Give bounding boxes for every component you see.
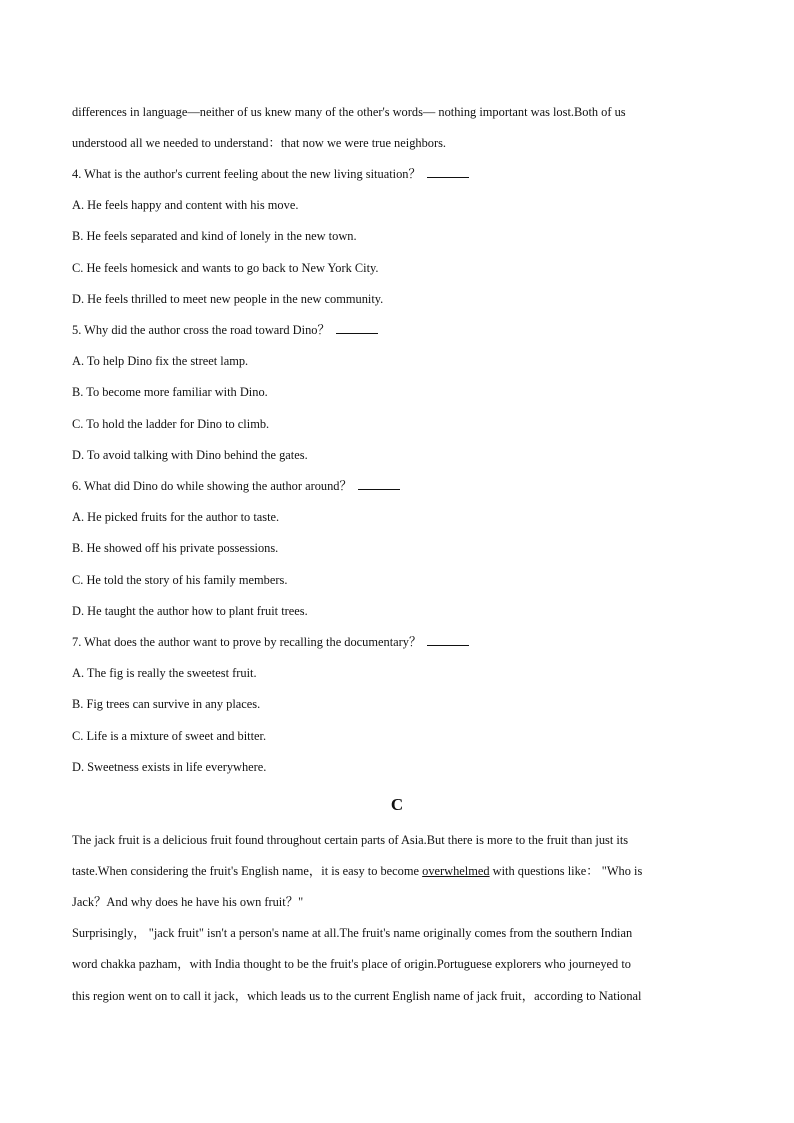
- question-6-option-a: A. He picked fruits for the author to taste.: [72, 510, 280, 524]
- question-text: 4. What is the author's current feeling about the new living situation？: [72, 167, 421, 181]
- question-7-option-d: D. Sweetness exists in life everywhere.: [72, 760, 267, 774]
- answer-blank[interactable]: [427, 634, 469, 646]
- underlined-word: overwhelmed: [422, 864, 490, 878]
- question-5-option-d: D. To avoid talking with Dino behind the gates.: [72, 448, 308, 462]
- question-text: 6. What did Dino do while showing the author around？: [72, 479, 352, 493]
- question-6-stem: [72, 478, 722, 494]
- passage-line: Surprisingly， "jack fruit" isn't a person's name at all.The fruit's name originally comes from the southern Indian: [72, 926, 633, 940]
- question-6-option-c: C. He told the story of his family members.: [72, 573, 288, 587]
- answer-blank[interactable]: [358, 478, 400, 490]
- passage-text: with questions like： "Who is: [489, 864, 643, 878]
- question-4-option-b: B. He feels separated and kind of lonely in the new town.: [72, 229, 357, 243]
- question-text: 5. Why did the author cross the road toward Dino？: [72, 323, 330, 337]
- question-7-stem: [72, 634, 722, 650]
- answer-blank[interactable]: [427, 166, 469, 178]
- question-7-option-b: B. Fig trees can survive in any places.: [72, 697, 261, 711]
- question-text: 7. What does the author want to prove by recalling the documentary？: [72, 635, 422, 649]
- question-5-option-c: C. To hold the ladder for Dino to climb.: [72, 417, 270, 431]
- answer-blank[interactable]: [336, 322, 378, 334]
- passage-line: [72, 863, 722, 879]
- question-4-option-c: C. He feels homesick and wants to go back to New York City.: [72, 261, 379, 275]
- passage-line: word chakka pazham，with India thought to be the fruit's place of origin.Portuguese explorers who journeyed to: [72, 957, 631, 971]
- question-4-stem: [72, 166, 722, 182]
- question-5-stem: [72, 322, 722, 338]
- passage-line: differences in language—neither of us knew many of the other's words— nothing important was lost.Both of us: [72, 105, 626, 119]
- question-7-option-c: C. Life is a mixture of sweet and bitter.: [72, 729, 267, 743]
- passage-line: this region went on to call it jack，which leads us to the current English name of jack fruit，according to National: [72, 989, 642, 1003]
- passage-text: taste.When considering the fruit's English name，it is easy to become: [72, 864, 423, 878]
- question-5-option-b: B. To become more familiar with Dino.: [72, 385, 268, 399]
- question-6-option-b: B. He showed off his private possessions.: [72, 541, 279, 555]
- passage-line: understood all we needed to understand：that now we were true neighbors.: [72, 136, 447, 150]
- question-6-option-d: D. He taught the author how to plant fruit trees.: [72, 604, 308, 618]
- question-4-option-a: A. He feels happy and content with his move.: [72, 198, 299, 212]
- question-5-option-a: A. To help Dino fix the street lamp.: [72, 354, 249, 368]
- passage-line: Jack？And why does he have his own fruit？": [72, 895, 304, 909]
- section-c-title: C: [390, 795, 404, 814]
- question-7-option-a: A. The fig is really the sweetest fruit.: [72, 666, 257, 680]
- passage-line: The jack fruit is a delicious fruit found throughout certain parts of Asia.But there is more to the fruit than just its: [72, 833, 629, 847]
- question-4-option-d: D. He feels thrilled to meet new people in the new community.: [72, 292, 384, 306]
